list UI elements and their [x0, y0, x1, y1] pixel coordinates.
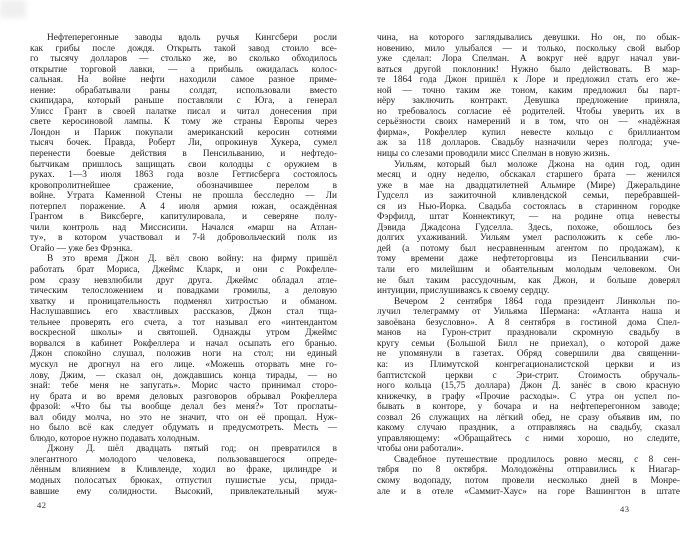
text-line: чина, на которого заглядывались девушки. Но он, по обык-: [377, 33, 680, 43]
page-right-text: [377, 33, 680, 497]
text-line: какому случаю праздник, а отправляясь на свадьбу, сказал: [377, 423, 680, 434]
text-line: Джону Д. шёл двадцать пятый год; он превратился в: [47, 444, 337, 455]
text-line: новению, мило улыбался — и только, поскольку свой выбор: [377, 43, 680, 54]
paragraph: [30, 254, 337, 444]
text-line: ну брата и во время деловых разговоров обрывал Рокфеллера: [30, 391, 337, 402]
text-line: Лондон и Париж покупали американский керосин сотнями: [30, 127, 337, 138]
text-line: лову, Джим, — сказал он, дождавшись конца тирады, — но: [30, 370, 337, 381]
text-line: нёру заключить контракт. Девушка предложение приняла,: [377, 96, 680, 107]
text-line: воскресной школы» и святошей. Однажды утром Джеймс: [30, 328, 337, 339]
page-number-right: 43: [620, 504, 630, 514]
text-line: управляющему: «Обращайтесь с ними хорошо, но следите,: [377, 433, 680, 444]
text-line: Джон спокойно слушал, положив ноги на стол; ни единый: [30, 349, 337, 360]
text-line: знай: тебе меня не запугать». Морис часто принимал сторо-: [30, 381, 337, 392]
text-line: ного кольца (15,75 доллара) Джон Д. занёс в свою красную: [377, 381, 680, 392]
text-line: ся из Нью-Йорка. Свадьба состоялась в старинном городке: [377, 201, 680, 212]
text-line: Дэвида Джадсона Гудселла. Здесь, похоже, обошлось без: [377, 222, 680, 233]
paragraph: [377, 455, 680, 497]
text-line: руках. 1—3 июля 1863 года возле Геттисберга состоялось: [30, 170, 337, 181]
text-line: уже в мае на двадцатилетней Альмире (Мире) Джеральдине: [377, 180, 680, 191]
text-line: элегантного молодого человека, пользовавшегося опреде-: [30, 454, 337, 465]
text-line: как грибы после дождя. Открыть такой завод стоило все-: [30, 43, 337, 54]
text-line: ром сразу невзлюбили друг друга. Джеймс обладал атле-: [30, 275, 337, 286]
text-line: лучил телеграмму от Уильяма Шермана: «Атланта наша и: [377, 307, 680, 318]
text-line: скому водопаду, потом провели несколько дней в Монре-: [377, 475, 680, 486]
text-line: чили контроль над Миссисипи. Начался «марш на Атлан-: [30, 222, 337, 233]
page-number-left: 42: [37, 500, 47, 510]
paragraph: [30, 444, 337, 497]
text-line: перенести боевые действия в Пенсильванию, и нефтедо-: [30, 149, 337, 160]
text-line: работать брат Мориса, Джеймс Кларк, и они с Рокфелле-: [30, 265, 337, 276]
scan-artifact: [0, 0, 26, 18]
text-line: ваться другой поклонник! Нужно было действовать. В мар-: [377, 64, 680, 75]
text-line: баптистской церкви с Эри-стрит. Стоимость обручаль-: [377, 370, 680, 381]
text-line: серьёзности своих намерений и в том, что он — «надёжная: [377, 117, 680, 128]
text-line: Свадебное путешествие продлилось ровно месяц, с 8 сен-: [394, 454, 680, 465]
text-line: модных полосатых брюках, отпустил пушистые усы, прида-: [30, 475, 337, 486]
text-line: Нефтеперегонные заводы вдоль ручья Кингсбери росли: [47, 33, 337, 43]
text-line: ка: из Плимутской конгрегационалистской церкви и из: [377, 359, 680, 370]
text-line: месяц и одну неделю, обскакал старшего брата — женился: [377, 170, 680, 181]
text-line: книжечку, в графу «Прочие расходы». С утра он успел по-: [377, 391, 680, 402]
text-line: В это время Джон Д. вёл свою войну: на фирму пришёл: [47, 254, 337, 265]
text-line: сальная. На войне нефти находили самое разное приме-: [30, 75, 337, 86]
text-line: войне. Утрата Каменной Стены не прошла бесследно — Ли: [30, 191, 337, 202]
text-line: открытие торговой лавки, — а прибыль ожидалась колос-: [30, 64, 337, 75]
text-line: нение: обрабатывали раны солдат, использовали вместо: [30, 85, 337, 96]
text-line: блюдо, которое нужно подавать холодным.: [30, 433, 200, 444]
text-line: тельнее проверять его счета, а тот называл его «интендантом: [30, 317, 337, 328]
text-line: те 1864 года Джон пришёл к Лоре и предложил стать его же-: [377, 75, 680, 86]
text-line: фирма», Рокфеллер купил невесте кольцо с бриллиантом: [377, 127, 680, 138]
text-line: ворвался в кабинет Рокфеллера и начал осыпать его бранью.: [30, 338, 337, 349]
text-line: Вечером 2 сентября 1864 года президент Линкольн по-: [394, 296, 680, 307]
text-line: Наслушавшись его хвастливых рассказов, Джон стал тща-: [30, 307, 337, 318]
text-line: тали его милейшим и обаятельным молодым человеком. Он: [377, 265, 680, 276]
page-left-text: [30, 33, 337, 497]
text-line: завоёвана безусловно». А 8 сентября в гостиной дома Спел-: [377, 317, 680, 328]
text-line: Улисс Грант в своей палатке писал и читал донесения при: [30, 106, 337, 117]
text-line: тября по 8 октября. Молодожёны отправились к Ниагар-: [377, 465, 680, 476]
text-line: тысяч бочек. Правда, Роберт Ли, опрокинув Хукера, сумел: [30, 138, 337, 149]
text-line: Гудселл из зажиточной кливлендской семьи, перебравшей-: [377, 191, 680, 202]
text-line: манов на Гурон-стрит праздновали скромную свадьбу в: [377, 328, 680, 339]
text-line: хватку и проницательность подменял хитростью и обманом.: [30, 296, 337, 307]
text-line: ницы со слезами проводили мисс Спелман в новую жизнь.: [377, 149, 610, 160]
text-line: аж за 118 долларов. Свадьбу назначили через полгода; уче-: [377, 138, 680, 149]
text-line: созвал 26 служащих на лёгкий обед, не сразу объявив им, по: [377, 412, 680, 423]
text-line: фразой: «Что бы ты вообще делал без меня?» Тот проглаты-: [30, 402, 337, 413]
text-line: но требовалось согласие её родителей. Чтобы уверить их в: [377, 106, 680, 117]
text-line: кровопролитнейшее сражение, обозначившее перелом в: [30, 180, 337, 191]
text-line: вал обиду молча, но это не значит, что он её прощал. Нуж-: [30, 412, 337, 423]
paragraph: [377, 160, 680, 297]
text-line: не упомянули в газетах. Обряд совершили два священни-: [377, 349, 680, 360]
text-line: не был таким рассудочным, как Джон, и больше доверял: [377, 275, 680, 286]
paragraph: [377, 33, 680, 160]
text-line: мускул не дрогнул на его лице. «Можешь оторвать мне го-: [30, 359, 337, 370]
text-line: бытчикам пришлось защищать свои колодцы с оружием в: [30, 159, 337, 170]
text-line: ту», в котором участвовал и 7-й добровольческий полк из: [30, 233, 337, 244]
text-line: ной — точно таким же тоном, каким предложил бы парт-: [377, 85, 680, 96]
text-line: уже сделал: Лора Спелман. А вокруг неё вдруг начал уви-: [377, 54, 680, 65]
paragraph: [377, 297, 680, 455]
text-line: Уильям, который был моложе Джона на один год, один: [394, 159, 680, 170]
text-line: свете керосиновой лампы. К тому же страны Европы через: [30, 117, 337, 128]
text-line: але и в отеле «Саммит-Хаус» на горе Вашингтон в штате: [377, 486, 680, 497]
text-line: интуиции, прислушиваясь к своему сердцу.: [377, 286, 550, 297]
text-line: бывать в конторе, у бочара и на нефтеперегонном заводе;: [377, 402, 680, 413]
text-line: Фэрфилд, штат Коннектикут, — на родине отца невесты: [377, 212, 680, 223]
text-line: долгих ухаживаний. Уильям умел расположить к себе лю-: [377, 233, 680, 244]
text-line: потерпел поражение. А 4 июля армия южан, осаждённая: [30, 201, 337, 212]
text-line: вавшие ему солидности. Высокий, привлекательный муж-: [30, 486, 337, 497]
text-line: лённым влиянием в Кливленде, ходил во фраке, цилиндре и: [30, 465, 337, 476]
text-line: чтобы они работали».: [377, 444, 464, 455]
text-line: но было всё как следует обдумать и предусмотреть. Месть —: [30, 423, 337, 434]
text-line: дей (а потому был несравненным агентом по продажам), к: [377, 243, 680, 254]
text-line: Огайо — уже без Фрэнка.: [30, 243, 133, 254]
text-line: тому времени даже нефтеторговцы из Пенсильвании счи-: [377, 254, 680, 265]
text-line: кругу семьи (Большой Билл не приехал), о которой даже: [377, 338, 680, 349]
text-line: скипидара, который раньше поставляли с Юга, а генерал: [30, 96, 337, 107]
paragraph: [30, 33, 337, 254]
text-line: го тысячу долларов — столько же, во сколько обходилось: [30, 54, 337, 65]
text-line: тическим телосложением и повадками громилы, а деловую: [30, 286, 337, 297]
text-line: Грантом в Виксберге, капитулировала, и северяне полу-: [30, 212, 337, 223]
